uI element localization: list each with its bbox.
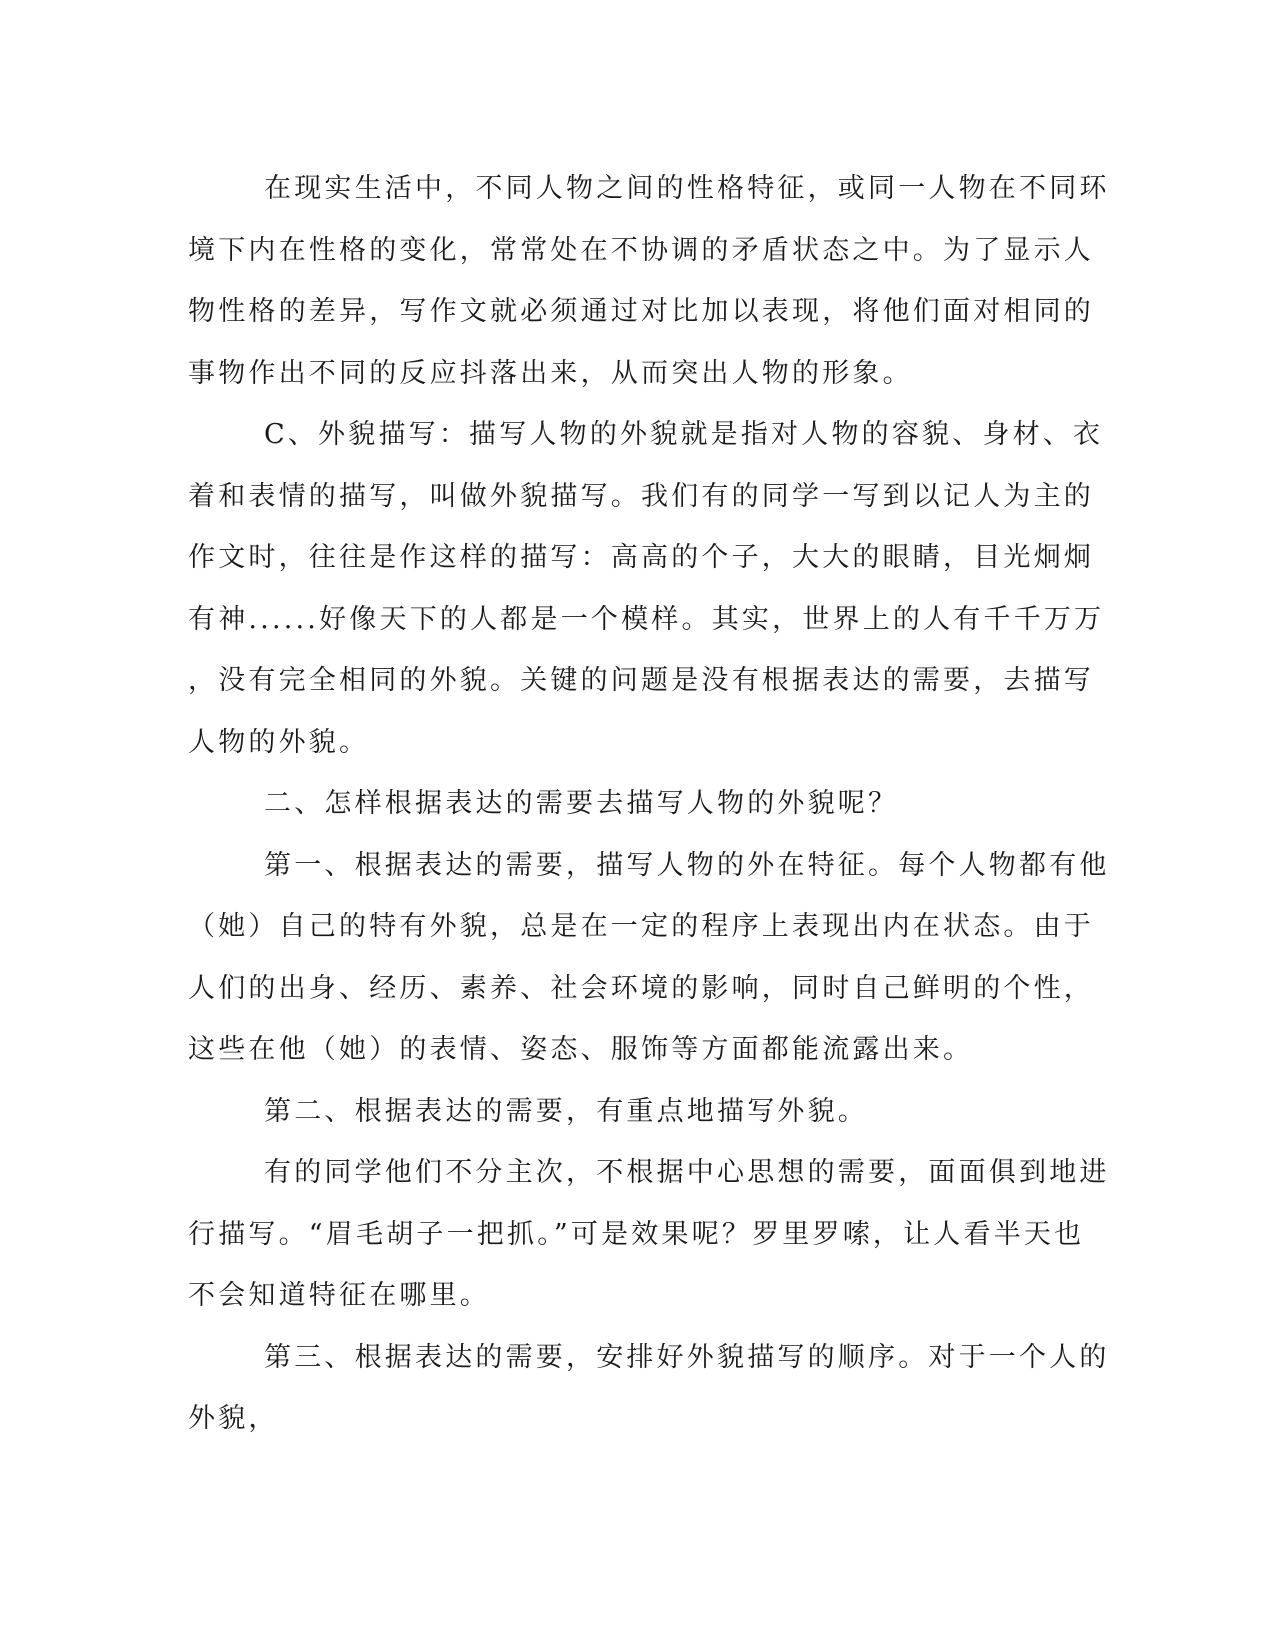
text-line: 境下内在性格的变化，常常处在不协调的矛盾状态之中。为了显示人	[188, 234, 1094, 266]
text-line: 有神......好像天下的人都是一个模样。其实，世界上的人有千千万万	[188, 603, 1105, 635]
text-line: 人物的外貌。	[188, 726, 370, 758]
text-line: 作文时，往往是作这样的描写：高高的个子，大大的眼睛，目光炯炯	[188, 542, 1094, 573]
text-line: 第二、根据表达的需要，有重点地描写外貌。	[264, 1095, 868, 1127]
text-line: 在现实生活中，不同人物之间的性格特征，或同一人物在不同环	[264, 173, 1110, 204]
text-line: 行描写。“眉毛胡子一把抓。”可是效果呢？罗里罗嗦，让人看半天也	[188, 1218, 1085, 1250]
section-heading: 二、怎样根据表达的需要去描写人物的外貌呢？	[264, 788, 899, 819]
text-line: 人们的出身、经历、素养、社会环境的影响，同时自己鲜明的个性，	[188, 972, 1094, 1004]
text-line: （她）自己的特有外貌，总是在一定的程序上表现出内在状态。由于	[188, 911, 1094, 942]
text-line: 外貌，	[188, 1403, 279, 1434]
text-line: 事物作出不同的反应抖落出来，从而突出人物的形象。	[188, 357, 913, 389]
text-line: 第三、根据表达的需要，安排好外貌描写的顺序。对于一个人的	[264, 1341, 1110, 1373]
text-line: ，没有完全相同的外貌。关键的问题是没有根据表达的需要，去描写	[188, 665, 1094, 696]
text-line: 有的同学他们不分主次，不根据中心思想的需要，面面俱到地进	[264, 1157, 1110, 1188]
text-line: 第一、根据表达的需要，描写人物的外在特征。每个人物都有他	[264, 849, 1110, 881]
body-text	[188, 158, 1110, 1450]
text-line: 这些在他（她）的表情、姿态、服饰等方面都能流露出来。	[188, 1034, 974, 1065]
text-line: 不会知道特征在哪里。	[188, 1280, 490, 1311]
text-line: C、外貌描写：描写人物的外貌就是指对人物的容貌、身材、衣	[264, 419, 1104, 450]
text-line: 物性格的差异，写作文就必须通过对比加以表现，将他们面对相同的	[188, 296, 1094, 327]
text-line: 着和表情的描写，叫做外貌描写。我们有的同学一写到以记人为主的	[188, 480, 1094, 512]
